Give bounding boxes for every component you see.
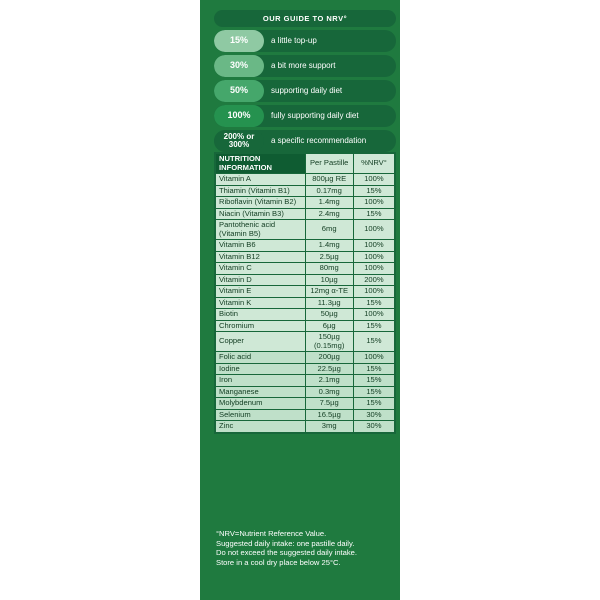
- nutrient-nrv: 100%: [353, 251, 394, 263]
- nutrient-amount: 150µg (0.15mg): [305, 332, 353, 352]
- nrv-row-label: a bit more support: [271, 61, 336, 71]
- table-row: [216, 386, 395, 398]
- nrv-row-label: supporting daily diet: [271, 86, 343, 96]
- nrv-guide-row: [214, 105, 396, 127]
- column-header-nrv: %NRV°: [353, 154, 394, 174]
- nutrient-nrv: 100%: [353, 309, 394, 321]
- nutrient-name: Molybdenum: [216, 398, 306, 410]
- nutrient-amount: 11.3µg: [305, 297, 353, 309]
- nutrient-name: Vitamin E: [216, 286, 306, 298]
- panel-content: [206, 0, 394, 600]
- nutrient-nrv: 15%: [353, 386, 394, 398]
- nrv-percent-badge: 200% or 300%: [214, 130, 264, 152]
- nutrient-nrv: 100%: [353, 220, 394, 240]
- nrv-row-label: fully supporting daily diet: [271, 111, 359, 121]
- nutrient-nrv: 100%: [353, 352, 394, 364]
- table-row: [216, 421, 395, 433]
- nutrient-amount: 1.4mg: [305, 240, 353, 252]
- nutrient-amount: 200µg: [305, 352, 353, 364]
- table-row: [216, 352, 395, 364]
- nrv-guide-title: OUR GUIDE TO NRV°: [214, 10, 396, 27]
- nutrient-name: Vitamin A: [216, 174, 306, 186]
- nutrient-nrv: 15%: [353, 398, 394, 410]
- nutrient-amount: 2.1mg: [305, 375, 353, 387]
- table-row: [216, 174, 395, 186]
- table-row: [216, 363, 395, 375]
- nutrient-name: Vitamin C: [216, 263, 306, 275]
- footnote-line-4: Store in a cool dry place below 25°C.: [216, 558, 341, 568]
- nutrient-name: Vitamin K: [216, 297, 306, 309]
- nutrient-name: Selenium: [216, 409, 306, 421]
- table-row: [216, 251, 395, 263]
- table-row: [216, 398, 395, 410]
- footnote-line-3: Do not exceed the suggested daily intake.: [216, 548, 357, 558]
- nutrient-name: Folic acid: [216, 352, 306, 364]
- nutrition-heading: NUTRITION INFORMATION: [216, 154, 306, 174]
- nutrient-name: Iron: [216, 375, 306, 387]
- nutrient-name: Manganese: [216, 386, 306, 398]
- nutrient-amount: 2.5µg: [305, 251, 353, 263]
- nutrient-nrv: 100%: [353, 197, 394, 209]
- column-header-amount: Per Pastille: [305, 154, 353, 174]
- nrv-percent-badge: 30%: [214, 55, 264, 77]
- nutrient-amount: 6mg: [305, 220, 353, 240]
- nutrient-amount: 3mg: [305, 421, 353, 433]
- green-panel: [200, 0, 400, 600]
- table-header-row: [216, 154, 395, 174]
- table-row: [216, 309, 395, 321]
- table-row: [216, 320, 395, 332]
- nutrient-amount: 10µg: [305, 274, 353, 286]
- nutrient-name: Chromium: [216, 320, 306, 332]
- nutrient-name: Iodine: [216, 363, 306, 375]
- nutrient-amount: 0.3mg: [305, 386, 353, 398]
- nrv-percent-badge: 15%: [214, 30, 264, 52]
- table-row: [216, 220, 395, 240]
- table-row: [216, 240, 395, 252]
- footnote-block: [216, 529, 396, 568]
- table-row: [216, 286, 395, 298]
- nutrient-nrv: 30%: [353, 409, 394, 421]
- nrv-guide: [214, 10, 396, 155]
- nutrient-amount: 0.17mg: [305, 185, 353, 197]
- nrv-guide-row: [214, 130, 396, 152]
- nutrient-amount: 16.5µg: [305, 409, 353, 421]
- nutrient-nrv: 15%: [353, 363, 394, 375]
- nutrient-amount: 7.5µg: [305, 398, 353, 410]
- nutrient-name: Vitamin B6: [216, 240, 306, 252]
- table-row: [216, 409, 395, 421]
- nutrient-name: Copper: [216, 332, 306, 352]
- nutrient-amount: 6µg: [305, 320, 353, 332]
- nrv-guide-row: [214, 55, 396, 77]
- nutrition-information-table: [214, 152, 396, 434]
- nutrient-nrv: 15%: [353, 320, 394, 332]
- nutrient-nrv: 100%: [353, 263, 394, 275]
- nutrient-nrv: 200%: [353, 274, 394, 286]
- nutrient-nrv: 100%: [353, 240, 394, 252]
- nutrient-amount: 800µg RE: [305, 174, 353, 186]
- nutrient-nrv: 15%: [353, 297, 394, 309]
- nutrient-nrv: 15%: [353, 208, 394, 220]
- nutrient-name: Vitamin D: [216, 274, 306, 286]
- nutrient-amount: 50µg: [305, 309, 353, 321]
- nrv-percent-badge: 50%: [214, 80, 264, 102]
- table-row: [216, 185, 395, 197]
- nutrient-nrv: 30%: [353, 421, 394, 433]
- nrv-percent-badge: 100%: [214, 105, 264, 127]
- nutrient-amount: 80mg: [305, 263, 353, 275]
- nutrient-nrv: 15%: [353, 332, 394, 352]
- nutrient-name: Biotin: [216, 309, 306, 321]
- table-row: [216, 332, 395, 352]
- nutrient-amount: 1.4mg: [305, 197, 353, 209]
- nrv-row-label: a little top-up: [271, 36, 317, 46]
- nutrient-nrv: 15%: [353, 185, 394, 197]
- nutrient-nrv: 15%: [353, 375, 394, 387]
- footnote-line-2: Suggested daily intake: one pastille daily.: [216, 538, 355, 548]
- nrv-guide-row: [214, 30, 396, 52]
- table-row: [216, 297, 395, 309]
- nutrition-table-body: [216, 174, 395, 433]
- nutrient-nrv: 100%: [353, 286, 394, 298]
- table-row: [216, 274, 395, 286]
- nutrient-amount: 2.4mg: [305, 208, 353, 220]
- table-row: [216, 208, 395, 220]
- nutrient-name: Zinc: [216, 421, 306, 433]
- table-row: [216, 197, 395, 209]
- nrv-row-label: a specific recommendation: [271, 136, 367, 146]
- nutrient-name: Vitamin B12: [216, 251, 306, 263]
- table-row: [216, 263, 395, 275]
- nutrient-amount: 12mg α-TE: [305, 286, 353, 298]
- nutrient-amount: 22.5µg: [305, 363, 353, 375]
- nutrient-name: Pantothenic acid (Vitamin B5): [216, 220, 306, 240]
- table-row: [216, 375, 395, 387]
- nrv-guide-row: [214, 80, 396, 102]
- nutrient-name: Thiamin (Vitamin B1): [216, 185, 306, 197]
- nutrient-name: Riboflavin (Vitamin B2): [216, 197, 306, 209]
- nutrient-name: Niacin (Vitamin B3): [216, 208, 306, 220]
- nutrient-nrv: 100%: [353, 174, 394, 186]
- footnote-line-1: °NRV=Nutrient Reference Value.: [216, 529, 327, 538]
